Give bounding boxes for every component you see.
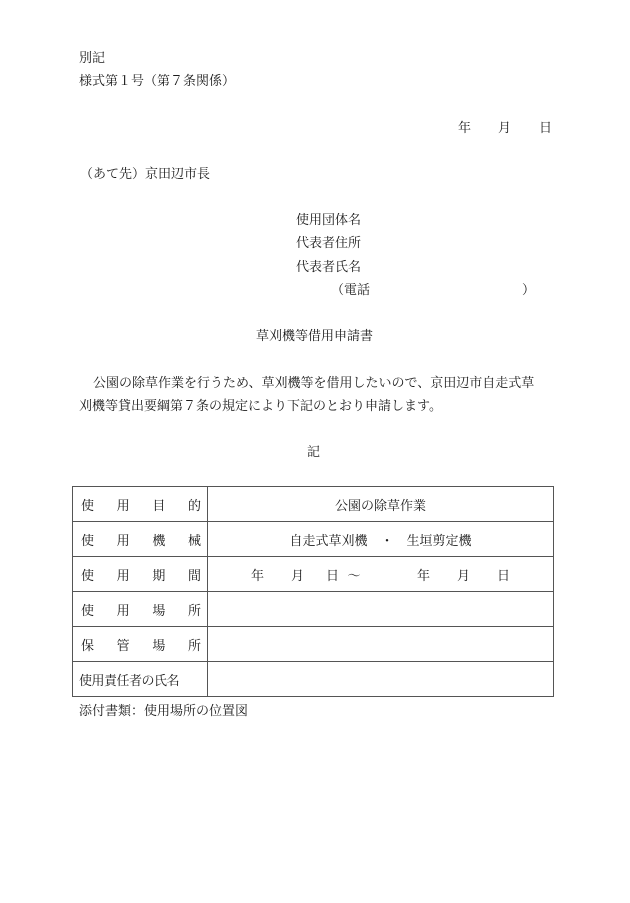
value-purpose[interactable]: 公園の除草作業	[208, 487, 554, 522]
rep-address-label: 代表者住所	[296, 236, 362, 251]
label-equipment	[73, 522, 208, 557]
addressee: （あて先）京田辺市長	[80, 167, 211, 182]
period-start-year: 年	[250, 568, 264, 584]
value-equipment[interactable]: 自走式草刈機 ・ 生垣剪定機	[208, 522, 554, 557]
label-char: 期	[152, 568, 166, 584]
label-char: 管	[116, 638, 130, 654]
label-char: 場	[152, 638, 166, 654]
group-name-label: 使用団体名	[296, 213, 362, 228]
period-tilde: ～	[347, 568, 361, 584]
rep-name-label: 代表者氏名	[296, 260, 362, 275]
label-char: 所	[187, 603, 201, 619]
label-char: 目	[152, 498, 166, 514]
period-start-day: 日	[325, 568, 339, 584]
label-char: 的	[187, 498, 201, 514]
table-row-responsible-person	[73, 662, 554, 697]
table-row-storage-location	[73, 627, 554, 662]
attachment-note: 添付書類：使用場所の位置図	[79, 704, 249, 719]
label-char: 機	[152, 533, 166, 549]
body-line-1: 公園の除草作業を行うため、草刈機等を借用したいので、京田辺市自走式草	[93, 376, 535, 391]
label-char: 場	[152, 603, 166, 619]
value-period[interactable]	[208, 557, 554, 592]
period-end-day: 日	[496, 568, 510, 584]
period-end-year: 年	[416, 568, 430, 584]
label-char: 保	[81, 638, 95, 654]
label-char: 使	[81, 568, 95, 584]
label-period	[73, 557, 208, 592]
label-storage-location	[73, 627, 208, 662]
value-storage-location[interactable]	[208, 627, 554, 662]
date-month: 月	[498, 121, 512, 136]
label-purpose	[73, 487, 208, 522]
form-number: 様式第１号（第７条関係）	[79, 74, 236, 89]
body-line-2: 刈機等貸出要綱第７条の規定により下記のとおり申請します。	[79, 399, 442, 414]
label-char: 使	[81, 498, 95, 514]
value-use-location[interactable]	[208, 592, 554, 627]
label-char: 械	[187, 533, 201, 549]
application-table	[72, 486, 554, 697]
phone-label: （電話	[331, 283, 371, 298]
period-start-month: 月	[290, 568, 304, 584]
label-char: 用	[116, 498, 130, 514]
date-day: 日	[539, 121, 553, 136]
value-responsible-person[interactable]	[208, 662, 554, 697]
table-row-purpose	[73, 487, 554, 522]
label-char: 間	[187, 568, 201, 584]
table-row-equipment	[73, 522, 554, 557]
table-row-period	[73, 557, 554, 592]
label-char: 所	[187, 638, 201, 654]
ki-label: 記	[307, 445, 321, 460]
label-responsible-person: 使用責任者の氏名	[73, 662, 208, 697]
label-char: 使	[81, 533, 95, 549]
label-char: 用	[116, 533, 130, 549]
period-end-month: 月	[456, 568, 470, 584]
document-title: 草刈機等借用申請書	[256, 329, 374, 344]
label-char: 用	[116, 603, 130, 619]
label-use-location	[73, 592, 208, 627]
label-char: 用	[116, 568, 130, 584]
label-char: 使	[81, 603, 95, 619]
date-year: 年	[458, 121, 472, 136]
appendix-label: 別記	[79, 51, 106, 66]
table-row-use-location	[73, 592, 554, 627]
phone-close: ）	[522, 283, 536, 298]
